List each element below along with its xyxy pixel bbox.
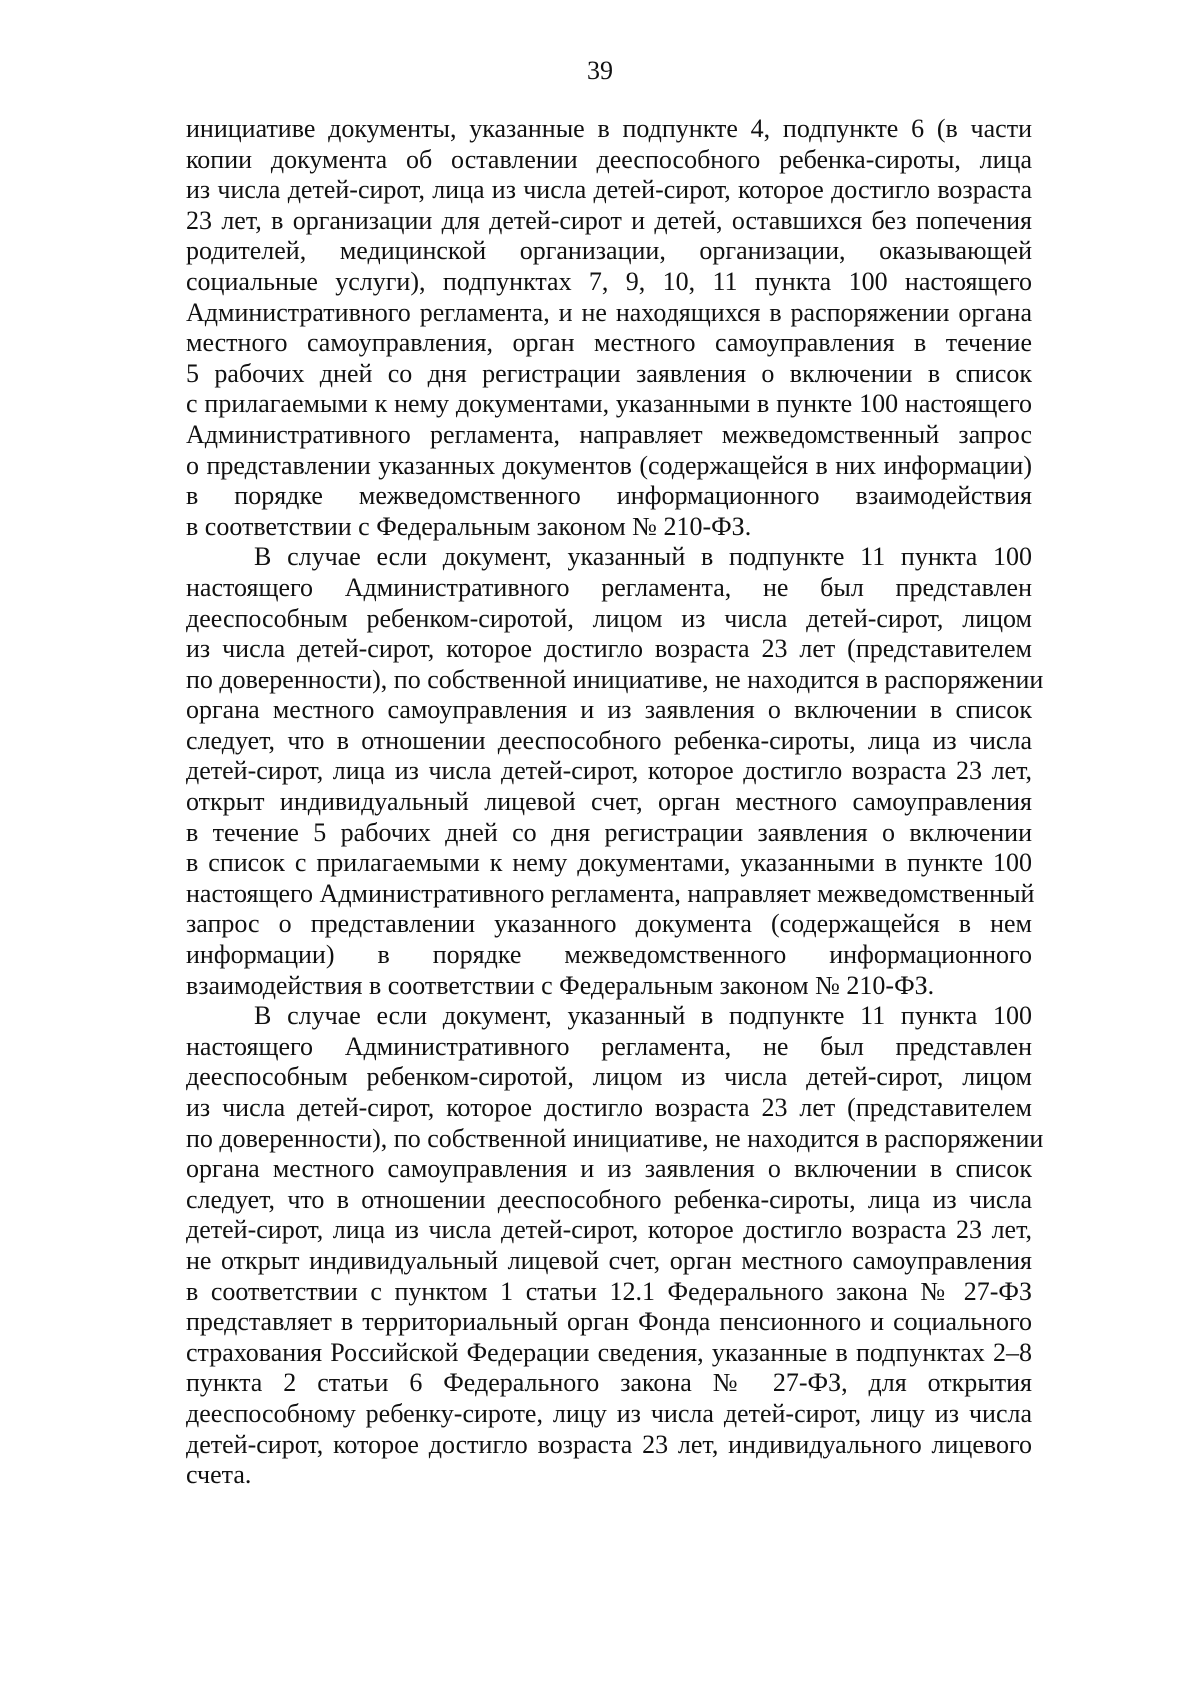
text-line: следует, что в отношении дееспособного ребенка-сироты, лица из числа — [186, 1184, 1032, 1214]
paragraph — [186, 114, 1032, 542]
text-line: детей-сирот, лица из числа детей-сирот, которое достигло возраста 23 лет, — [186, 1215, 1032, 1245]
text-line: органа местного самоуправления и из заявления о включении в список — [186, 695, 1032, 725]
text-line: запрос о представлении указанного документа (содержащейся в нем — [186, 909, 1032, 939]
paragraph — [186, 1001, 1044, 1491]
text-line: настоящего Административного регламента, не был представлен — [186, 572, 1032, 602]
text-line: счета. — [186, 1460, 252, 1490]
text-line: по доверенности), по собственной инициативе, не находится в распоряжении — [186, 664, 1044, 694]
text-line: копии документа об оставлении дееспособного ребенка-сироты, лица — [186, 144, 1032, 174]
text-line: открыт индивидуальный лицевой счет, орган местного самоуправления — [186, 787, 1032, 817]
text-line: дееспособным ребенком-сиротой, лицом из числа детей-сирот, лицом — [186, 1062, 1032, 1092]
text-line: из числа детей-сирот, лица из числа детей-сирот, которое достигло возраста — [186, 175, 1032, 205]
text-line: в список с прилагаемыми к нему документами, указанными в пункте 100 — [186, 848, 1032, 878]
text-line: в течение 5 рабочих дней со дня регистрации заявления о включении — [186, 817, 1032, 847]
text-line: по доверенности), по собственной инициативе, не находится в распоряжении — [186, 1123, 1044, 1153]
text-line: органа местного самоуправления и из заявления о включении в список — [186, 1154, 1032, 1184]
text-line: В случае если документ, указанный в подпункте 11 пункта 100 — [254, 1001, 1032, 1031]
text-line: о представлении указанных документов (содержащейся в них информации) — [186, 450, 1032, 480]
text-line: детей-сирот, лица из числа детей-сирот, которое достигло возраста 23 лет, — [186, 756, 1032, 786]
text-line: дееспособному ребенку-сироте, лицу из числа детей-сирот, лицу из числа — [186, 1398, 1032, 1428]
text-line: в порядке межведомственного информационного взаимодействия — [186, 481, 1032, 511]
text-line: родителей, медицинской организации, организации, оказывающей — [186, 236, 1032, 266]
text-line: взаимодействия в соответствии с Федеральным законом № 210-ФЗ. — [186, 970, 935, 1000]
text-line: представляет в территориальный орган Фонда пенсионного и социального — [186, 1307, 1032, 1337]
text-line: пункта 2 статьи 6 Федерального закона № 27-ФЗ, для открытия — [186, 1368, 1032, 1398]
text-line: местного самоуправления, орган местного самоуправления в течение — [186, 328, 1032, 358]
text-line: из числа детей-сирот, которое достигло возраста 23 лет (представителем — [186, 634, 1032, 664]
text-line: в соответствии с Федеральным законом № 210-ФЗ. — [186, 511, 752, 541]
text-line: 23 лет, в организации для детей-сирот и детей, оставшихся без попечения — [186, 205, 1032, 235]
text-line: в соответствии с пунктом 1 статьи 12.1 Федерального закона № 27-ФЗ — [186, 1276, 1032, 1306]
text-line: с прилагаемыми к нему документами, указанными в пункте 100 настоящего — [186, 389, 1032, 419]
text-line: 5 рабочих дней со дня регистрации заявления о включении в список — [186, 358, 1032, 388]
text-line: следует, что в отношении дееспособного ребенка-сироты, лица из числа — [186, 725, 1032, 755]
text-line: не открыт индивидуальный лицевой счет, орган местного самоуправления — [186, 1245, 1032, 1275]
text-line: Административного регламента, и не находящихся в распоряжении органа — [186, 297, 1032, 327]
text-line: дееспособным ребенком-сиротой, лицом из числа детей-сирот, лицом — [186, 603, 1032, 633]
page-number: 39 — [587, 56, 613, 85]
document-body — [186, 114, 1044, 1491]
text-line: страхования Российской Федерации сведения, указанные в подпунктах 2–8 — [186, 1337, 1032, 1367]
text-line: социальные услуги), подпунктах 7, 9, 10, 11 пункта 100 настоящего — [186, 266, 1032, 296]
text-line: настоящего Административного регламента, направляет межведомственный — [186, 878, 1035, 908]
text-line: информации) в порядке межведомственного информационного — [186, 940, 1032, 970]
text-line: детей-сирот, которое достигло возраста 23 лет, индивидуального лицевого — [186, 1429, 1032, 1459]
text-line: Административного регламента, направляет межведомственный запрос — [186, 419, 1032, 449]
text-line: В случае если документ, указанный в подпункте 11 пункта 100 — [254, 542, 1032, 572]
text-line: из числа детей-сирот, которое достигло возраста 23 лет (представителем — [186, 1093, 1032, 1122]
paragraph — [186, 542, 1044, 1001]
text-line: настоящего Административного регламента, не был представлен — [186, 1031, 1032, 1061]
text-line: инициативе документы, указанные в подпункте 4, подпункте 6 (в части — [186, 114, 1032, 143]
